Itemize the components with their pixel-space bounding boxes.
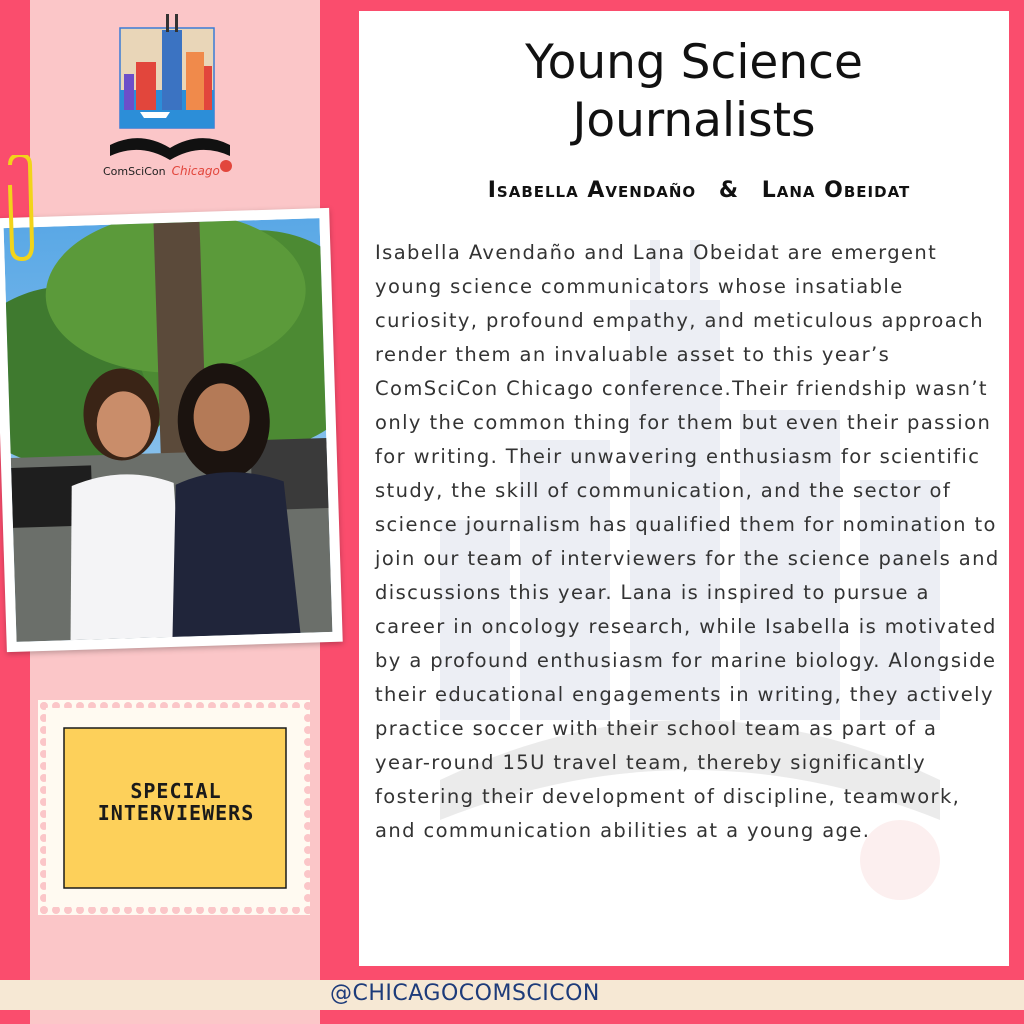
stamp-label-line-2: INTERVIEWERS xyxy=(97,801,255,825)
author-separator: & xyxy=(718,178,740,203)
author-name-2: Lana Obeidat xyxy=(761,178,911,203)
photo-frame xyxy=(0,208,343,652)
stamp-label-line-1: SPECIAL xyxy=(130,779,222,803)
bio-paragraph: Isabella Avendaño and Lana Obeidat are emergent young science communicators whose insatiable curiosity, profound empathy, and meticulous approach render them an invaluable asset to this year’s ComSciCon Chicago conference.Their friendship wasn’t only the common thing for them but even their passion for writing. Their unwavering enthusiasm for scientific study, the skill of communication, and the sector of science journalism has qualified them for nomination to join our team of interviewers for the science panels and discussions this year. Lana is inspired to pursue a career in oncology research, while Isabella is motivated by a profound enthusiasm for marine biology. Alongside their educational engagements in writing, they actively practice soccer with their school team as part of a year-round 15U travel team, thereby significantly fostering their development of discipline, teamwork, and communication abilities at a young age. xyxy=(375,241,1000,842)
social-handle: @CHICAGOCOMSCICON xyxy=(330,981,600,1006)
stamp-label xyxy=(64,780,288,824)
page-title xyxy=(359,34,1024,150)
logo-text-comscicon: ComSciCon xyxy=(103,165,166,178)
skyline-logo-icon xyxy=(100,0,240,190)
author-name-1: Isabella Avendaño xyxy=(487,178,697,203)
logo-text-chicago: Chicago xyxy=(171,164,220,178)
paperclip-icon xyxy=(0,155,40,275)
bio-text xyxy=(375,236,1000,848)
title-line-1: Young Science xyxy=(525,35,863,90)
title-line-2: Journalists xyxy=(572,93,816,148)
authors-line xyxy=(359,178,1024,203)
portrait-photo xyxy=(4,218,333,642)
logo-text xyxy=(103,164,220,178)
